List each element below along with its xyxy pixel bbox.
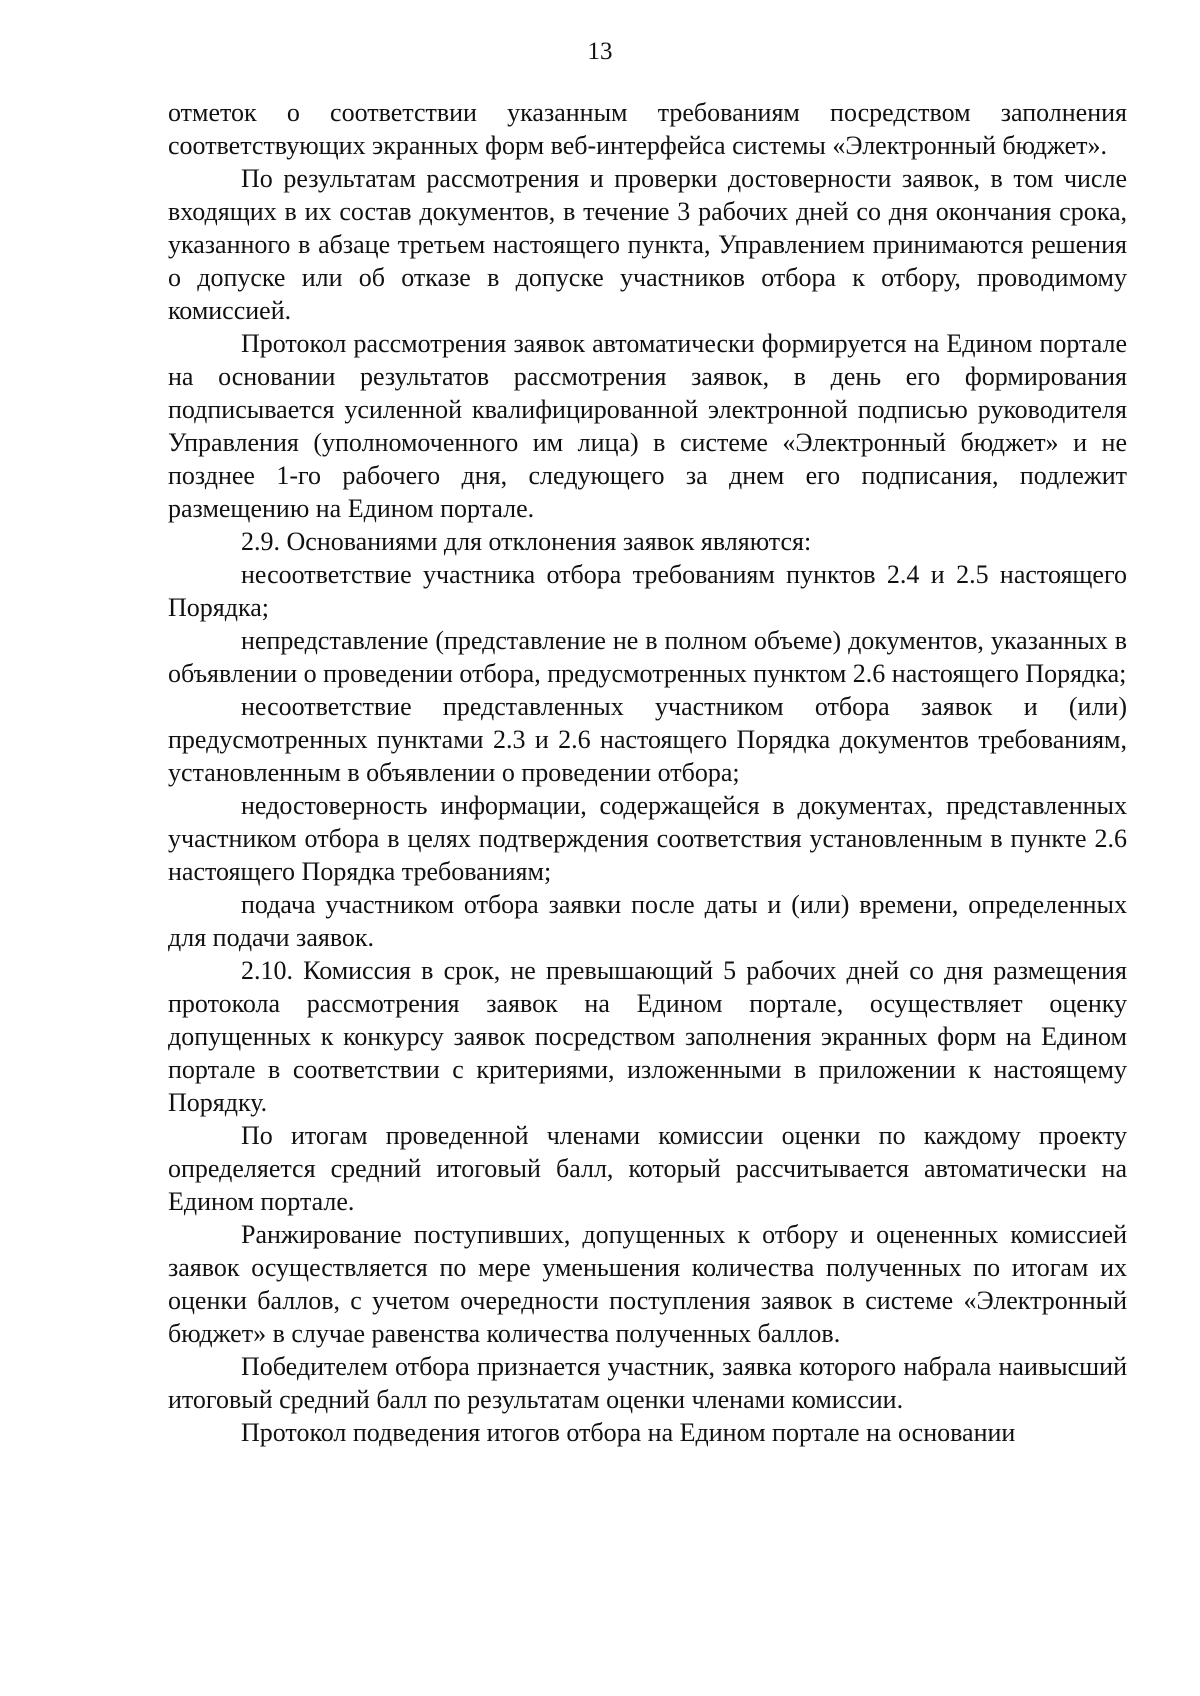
rejection-ground-3: несоответствие представленных участником отбора заявок и (или) предусмотренных пунктами 2.3 и 2.6 настоящего Порядка документов требованиям, установленным в объявлении о проведении отбора; [168,692,1127,787]
paragraph-continuation: отметок о соответствии указанным требованиям посредством заполнения соответствующих экранных форм веб-интерфейса системы «Электронный бюджет». [168,98,1127,160]
paragraph-ranking: Ранжирование поступивших, допущенных к отбору и оцененных комиссией заявок осуществляется по мере уменьшения количества полученных по итогам их оценки баллов, с учетом очередности поступления заявок в системе «Электронный бюджет» в случае равенства количества полученных баллов. [168,1220,1127,1348]
paragraph-results-protocol: Протокол подведения итогов отбора на Едином портале на основании [241,1418,1016,1447]
rejection-ground-1: несоответствие участника отбора требованиям пунктов 2.4 и 2.5 настоящего Порядка; [168,560,1127,622]
document-body [168,96,1127,1449]
paragraph-review-protocol: Протокол рассмотрения заявок автоматически формируется на Едином портале на основании результатов рассмотрения заявок, в день его формирования подписывается усиленной квалифицированной электронной подписью руководителя Управления (уполномоченного им лица) в системе «Электронный бюджет» и не позднее 1-го рабочего дня, следующего за днем его подписания, подлежит размещению на Едином портале. [168,329,1127,523]
paragraph-winner: Победителем отбора признается участник, заявка которого набрала наивысший итоговый средний балл по результатам оценки членами комиссии. [168,1352,1127,1414]
rejection-ground-4: недостоверность информации, содержащейся в документах, представленных участником отбора в целях подтверждения соответствия установленным в пункте 2.6 настоящего Порядка требованиям; [168,791,1127,886]
paragraph-average-score: По итогам проведенной членами комиссии оценки по каждому проекту определяется средний итоговый балл, который рассчитывается автоматически на Едином портале. [168,1121,1127,1216]
clause-2-9-heading: 2.9. Основаниями для отклонения заявок являются: [241,527,812,556]
page-number: 13 [587,38,613,65]
clause-2-10: 2.10. Комиссия в срок, не превышающий 5 рабочих дней со дня размещения протокола рассмотрения заявок на Едином портале, осуществляет оценку допущенных к конкурсу заявок посредством заполнения экранных форм на Едином портале в соответствии с критериями, изложенными в приложении к настоящему Порядку. [168,956,1127,1117]
paragraph-review-results: По результатам рассмотрения и проверки достоверности заявок, в том числе входящих в их состав документов, в течение 3 рабочих дней со дня окончания срока, указанного в абзаце третьем настоящего пункта, Управлением принимаются решения о допуске или об отказе в допуске участников отбора к отбору, проводимому комиссией. [168,164,1127,325]
rejection-ground-5: подача участником отбора заявки после даты и (или) времени, определенных для подачи заявок. [168,890,1127,952]
rejection-ground-2: непредставление (представление не в полном объеме) документов, указанных в объявлении о проведении отбора, предусмотренных пунктом 2.6 настоящего Порядка; [168,626,1127,688]
